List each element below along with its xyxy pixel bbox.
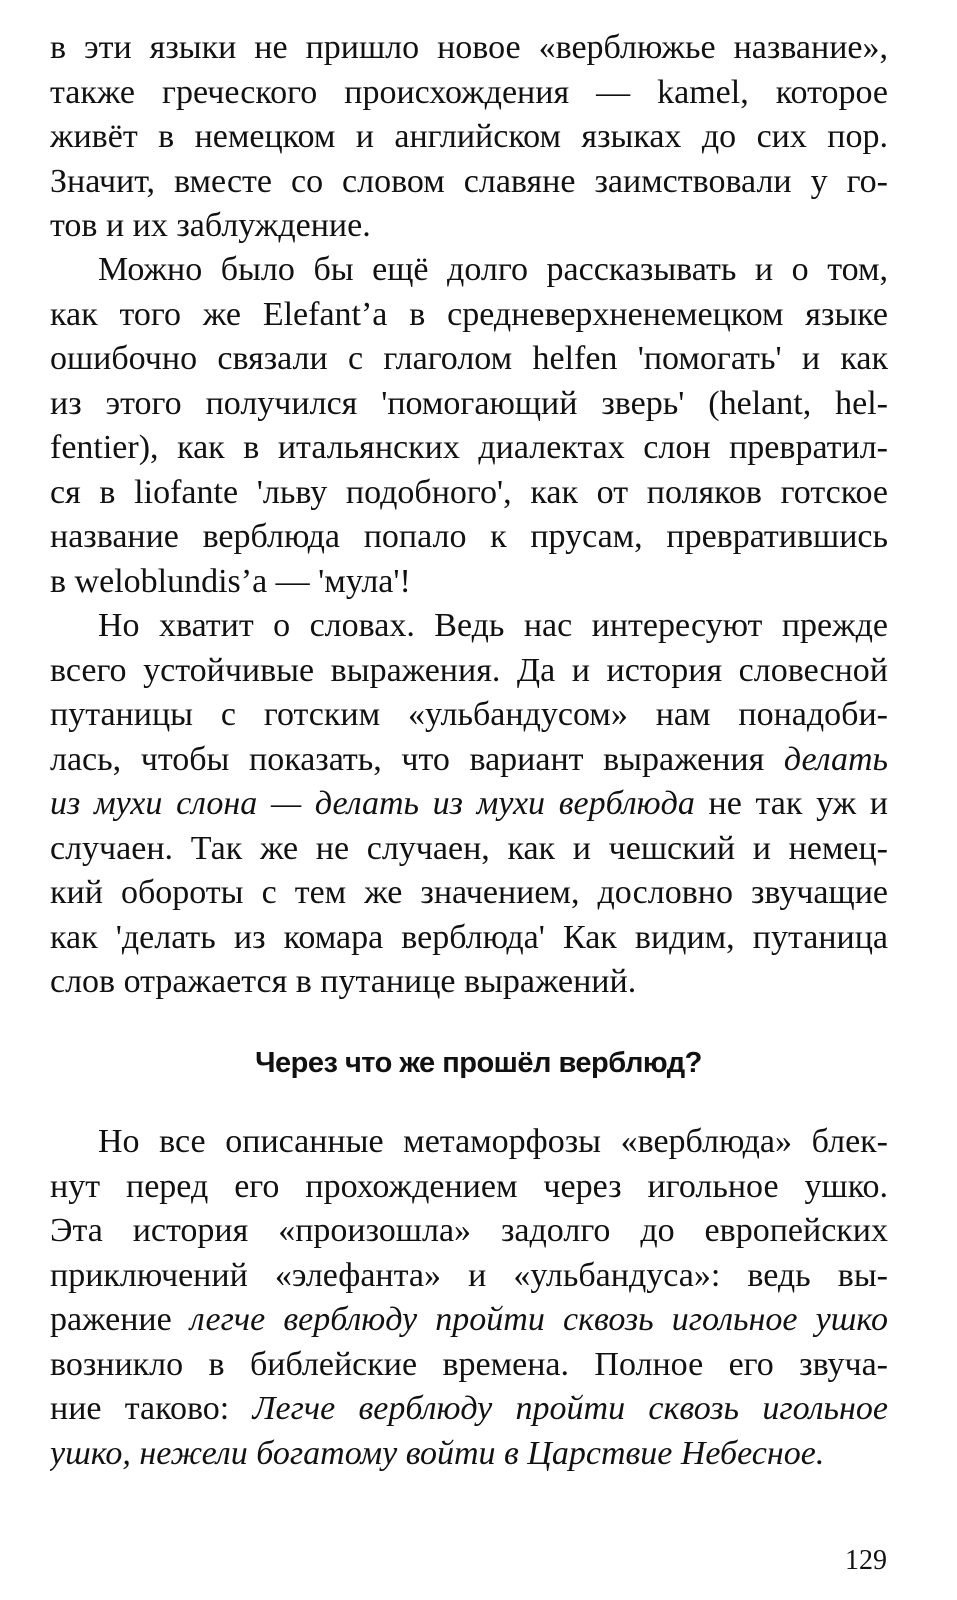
italic-phrase: ушко, нежели богатому войти в Царствие Небесное.: [50, 1434, 825, 1472]
text-line: Значит, вместе со словом славяне заимствовали у го-: [50, 162, 888, 200]
text-line: кий обороты с тем же значением, дословно звучащие: [50, 874, 888, 911]
text-line: случаен. Так же не случаен, как и чешский и немец-: [50, 829, 888, 867]
text-line: Эта история «произошла» задолго до европейских: [50, 1212, 888, 1249]
text-line: слов отражается в путанице выражений.: [50, 963, 637, 1000]
text-line: [50, 738, 888, 783]
text-line: из этого получился 'помогающий зверь' (helant, hel-: [50, 384, 888, 422]
text-line: ся в liofante 'льву подобного', как от поляков готское: [50, 473, 888, 511]
text-line: ошибочно связали с глаголом helfen 'помогать' и как: [50, 340, 888, 377]
italic-phrase: Легче верблюду пройти сквозь игольное: [252, 1390, 888, 1427]
italic-phrase: из мухи слона — делать из мухи верблюда: [50, 785, 695, 822]
paragraph-4: [50, 1120, 888, 1476]
text-run: лась, чтобы показать, что вариант выражения: [50, 740, 784, 778]
text-line: возникло в библейские времена. Полное его звуча-: [50, 1345, 888, 1383]
text-line: [50, 1298, 888, 1343]
text-line: всего устойчивые выражения. Да и история словесной: [50, 651, 888, 689]
text-line: как того же Elefant’а в средневерхненемецком языке: [50, 295, 888, 333]
text-line: Но хватит о словах. Ведь нас интересуют прежде: [98, 607, 888, 644]
section-heading: Через что же прошёл верблюд?: [255, 1047, 702, 1079]
text-run: ражение: [50, 1301, 190, 1338]
text-line: в эти языки не пришло новое «верблюжье название»,: [50, 29, 888, 66]
text-line: название верблюда попало к прусам, превратившись: [50, 518, 888, 555]
text-line: в weloblundis’а — 'мула'!: [50, 562, 411, 600]
text-run: ние таково:: [50, 1390, 253, 1427]
text-line: тов и их заблуждение.: [50, 207, 371, 244]
text-line: живёт в немецком и английском языках до сих пор.: [50, 118, 888, 155]
paragraph-3: [50, 604, 888, 1005]
text-line: Можно было бы ещё долго рассказывать и о том,: [98, 251, 888, 288]
text-run: не так уж и: [694, 785, 888, 822]
italic-phrase: легче верблюду пройти сквозь игольное ушко: [189, 1301, 888, 1338]
text-line: [50, 782, 888, 827]
text-line: нут перед его прохождением через игольное ушко.: [50, 1167, 888, 1205]
text-line: [50, 1432, 888, 1477]
text-line: fentier), как в итальянских диалектах слон превратил-: [50, 429, 888, 466]
page-number: 129: [845, 1545, 887, 1576]
text-line: как 'делать из комара верблюда' Как видим, путаница: [50, 918, 888, 956]
text-line: приключений «элефанта» и «ульбандуса»: ведь вы-: [50, 1256, 888, 1294]
paragraph-1: [50, 26, 888, 249]
text-line: Но все описанные метаморфозы «верблюда» блек-: [98, 1123, 888, 1160]
italic-phrase: делать: [783, 740, 888, 778]
text-line: [50, 1387, 888, 1432]
text-line: также греческого происхождения — kamel, которое: [50, 73, 888, 111]
paragraph-2: [50, 248, 888, 604]
text-line: путаницы с готским «ульбандусом» нам понадоби-: [50, 696, 888, 733]
